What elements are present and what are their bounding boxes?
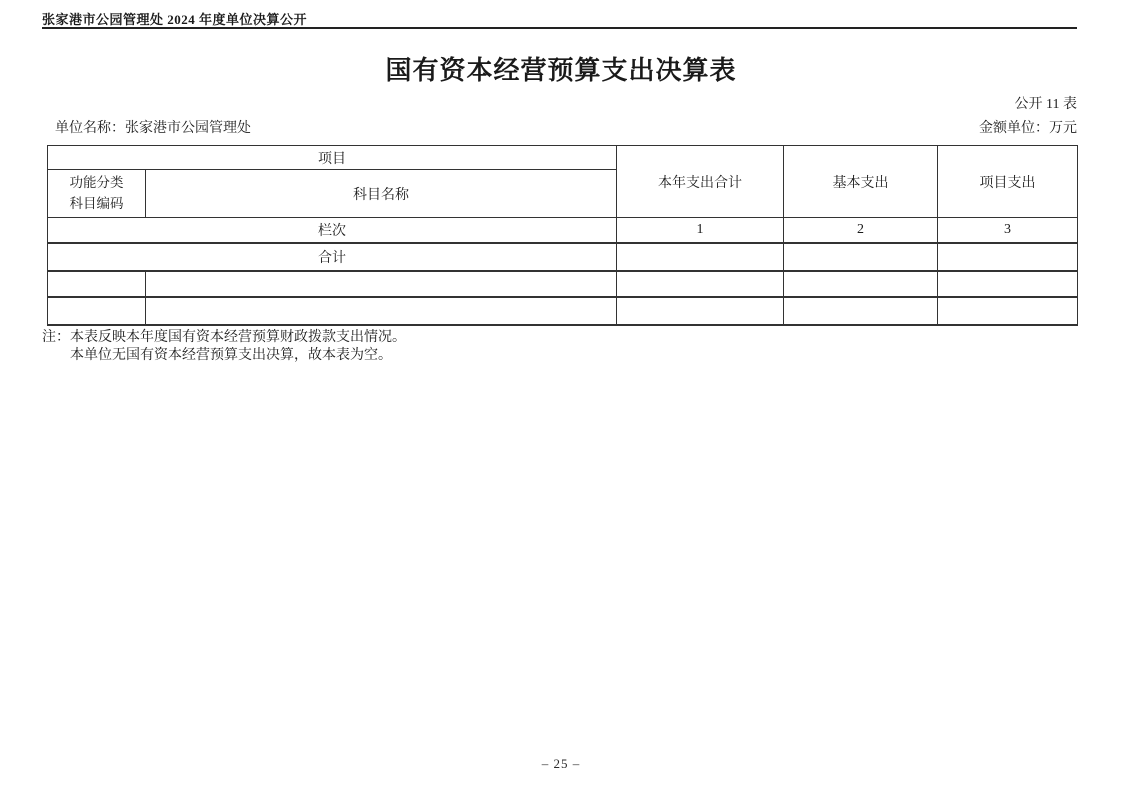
func-class-line2: 科目编码 <box>69 195 124 211</box>
header-cell-project-expense: 项目支出 <box>938 146 1078 218</box>
empty-cell <box>784 297 938 325</box>
empty-cell <box>48 297 146 325</box>
empty-cell <box>146 271 617 297</box>
notes <box>42 329 406 365</box>
amount-unit: 金额单位：万元 <box>979 121 1077 136</box>
header-cell-subject-name: 科目名称 <box>146 170 617 218</box>
empty-data-row <box>48 297 1078 325</box>
header-cell-year-total: 本年支出合计 <box>617 146 784 218</box>
total-row <box>48 243 1078 271</box>
document-header: 张家港市公园管理处 2024 年度单位决算公开 <box>42 12 308 27</box>
meta-row <box>0 117 1122 137</box>
column-index-2: 2 <box>784 218 938 243</box>
total-cell-project <box>938 243 1078 271</box>
column-index-1: 1 <box>617 218 784 243</box>
empty-cell <box>938 271 1078 297</box>
budget-table <box>47 145 1078 326</box>
page-title: 国有资本经营预算支出决算表 <box>385 56 737 85</box>
note-line-2: 本单位无国有资本经营预算支出决算，故本表为空。 <box>70 348 392 363</box>
row-label-columns: 栏次 <box>48 218 617 243</box>
empty-cell <box>938 297 1078 325</box>
note-line-1: 注：本表反映本年度国有资本经营预算财政拨款支出情况。 <box>42 330 406 345</box>
page-number: – 25 – <box>541 756 581 771</box>
empty-cell <box>617 297 784 325</box>
total-cell-year <box>617 243 784 271</box>
table-number: 公开 11 表 <box>1014 97 1077 112</box>
row-label-total: 合计 <box>48 243 617 271</box>
empty-cell <box>48 271 146 297</box>
column-index-3: 3 <box>938 218 1078 243</box>
table-header-row-1 <box>48 146 1078 170</box>
empty-cell <box>784 271 938 297</box>
header-cell-project: 项目 <box>48 146 617 170</box>
empty-cell <box>146 297 617 325</box>
total-cell-basic <box>784 243 938 271</box>
func-class-line1: 功能分类 <box>69 174 124 190</box>
unit-name: 单位名称：张家港市公园管理处 <box>55 121 251 136</box>
header-rule <box>42 27 1077 29</box>
column-index-row <box>48 218 1078 243</box>
empty-cell <box>617 271 784 297</box>
header-cell-func-class <box>48 170 146 218</box>
header-cell-basic-expense: 基本支出 <box>784 146 938 218</box>
empty-data-row <box>48 271 1078 297</box>
